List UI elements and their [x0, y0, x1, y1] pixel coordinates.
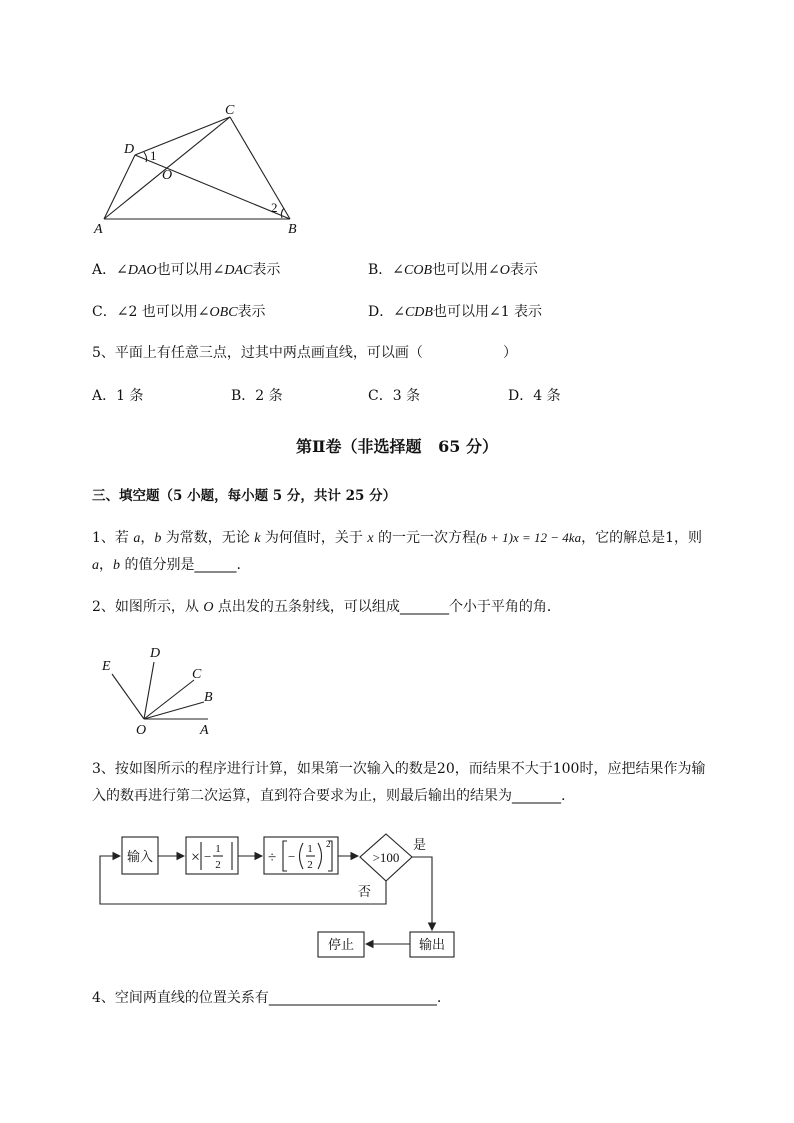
q5-option-b: B．2 条	[231, 388, 283, 404]
fill-question-1-line2: a，b 的值分别是______.	[92, 557, 241, 573]
fill-question-1-line1: 1、若 a，b 为常数，无论 k 为何值时，关于 x 的一元一次方程(b + 1)x = 12 − 4ka，它的解总是1，则	[92, 530, 702, 546]
label-c: C	[225, 103, 235, 118]
option-d: D．∠CDB也可以用∠1 表示	[368, 304, 543, 320]
rays-figure	[96, 640, 226, 740]
option-a: A．∠DAO也可以用∠DAC表示	[92, 262, 281, 278]
section-3-title: 三、填空题（5 小题，每小题 5 分，共计 25 分）	[92, 488, 397, 504]
label-a: A	[200, 723, 209, 738]
stop-label: 停止	[327, 937, 355, 952]
no-label: 否	[358, 884, 372, 899]
angle-1-arc	[144, 152, 147, 162]
answer-blank-1[interactable]: ______	[194, 557, 237, 573]
angle-label-1: 1	[150, 148, 157, 163]
q5-option-c: C．3 条	[368, 388, 421, 404]
half-denominator-2: 2	[307, 859, 313, 871]
times-sign: ×	[191, 849, 201, 866]
ray-oe	[112, 674, 144, 719]
fill-question-3-line1: 3、按如图所示的程序进行计算，如果第一次输入的数是20，而结果不大于100时，应把结果作为输	[92, 761, 706, 777]
option-b: B．∠COB也可以用∠O表示	[368, 262, 538, 278]
half-numerator-2: 1	[307, 843, 313, 855]
ray-od	[144, 662, 154, 719]
quadrilateral-figure	[88, 100, 318, 240]
label-o: O	[162, 168, 173, 183]
arrow-yes-to-output	[412, 857, 432, 930]
label-c: C	[192, 667, 202, 682]
answer-blank-3[interactable]: _______	[512, 788, 561, 804]
label-b: B	[204, 690, 213, 705]
minus-sign-1: −	[204, 849, 212, 864]
condition-label: >100	[372, 850, 400, 865]
option-c: C．∠2 也可以用∠OBC表示	[92, 304, 266, 320]
ray-oc	[144, 680, 194, 719]
ray-ob	[144, 702, 204, 719]
angle-label-2: 2	[271, 200, 278, 215]
half-denominator-1: 2	[215, 859, 221, 871]
diagonal-db	[135, 155, 290, 219]
divide-sign: ÷	[268, 850, 277, 866]
label-o: O	[136, 723, 147, 738]
fill-question-4: 4、空间两直线的位置关系有________________________.	[92, 990, 442, 1006]
segment-ad	[104, 155, 135, 219]
yes-label: 是	[413, 837, 427, 852]
label-d: D	[150, 646, 161, 661]
question-5-stem: 5、平面上有任意三点，过其中两点画直线，可以画（ ）	[92, 345, 518, 361]
answer-blank-4[interactable]: ________________________	[268, 990, 437, 1006]
q5-option-d: D．4 条	[508, 388, 561, 404]
fill-question-2: 2、如图所示，从 O 点出发的五条射线，可以组成_______个小于平角的角．	[92, 599, 561, 615]
segment-cb	[230, 117, 290, 219]
flowchart	[90, 826, 470, 966]
label-d: D	[124, 142, 135, 157]
minus-sign-2: −	[288, 849, 296, 864]
half-numerator-1: 1	[215, 843, 221, 855]
input-label: 输入	[126, 849, 154, 864]
fill-question-3-line2: 入的数再进行第二次运算，直到符合要求为止，则最后输出的结果为_______.	[92, 788, 566, 804]
exponent: 2	[326, 839, 331, 849]
output-label: 输出	[418, 937, 446, 952]
answer-blank-2[interactable]: _______	[399, 599, 449, 615]
label-a: A	[94, 222, 103, 237]
q5-option-a: A．1 条	[92, 388, 144, 404]
part-2-title: 第Ⅱ卷（非选择题 65 分）	[295, 437, 499, 456]
label-e: E	[102, 659, 111, 674]
equation: (b + 1)x = 12 − 4ka	[476, 530, 582, 545]
label-b: B	[288, 222, 297, 237]
